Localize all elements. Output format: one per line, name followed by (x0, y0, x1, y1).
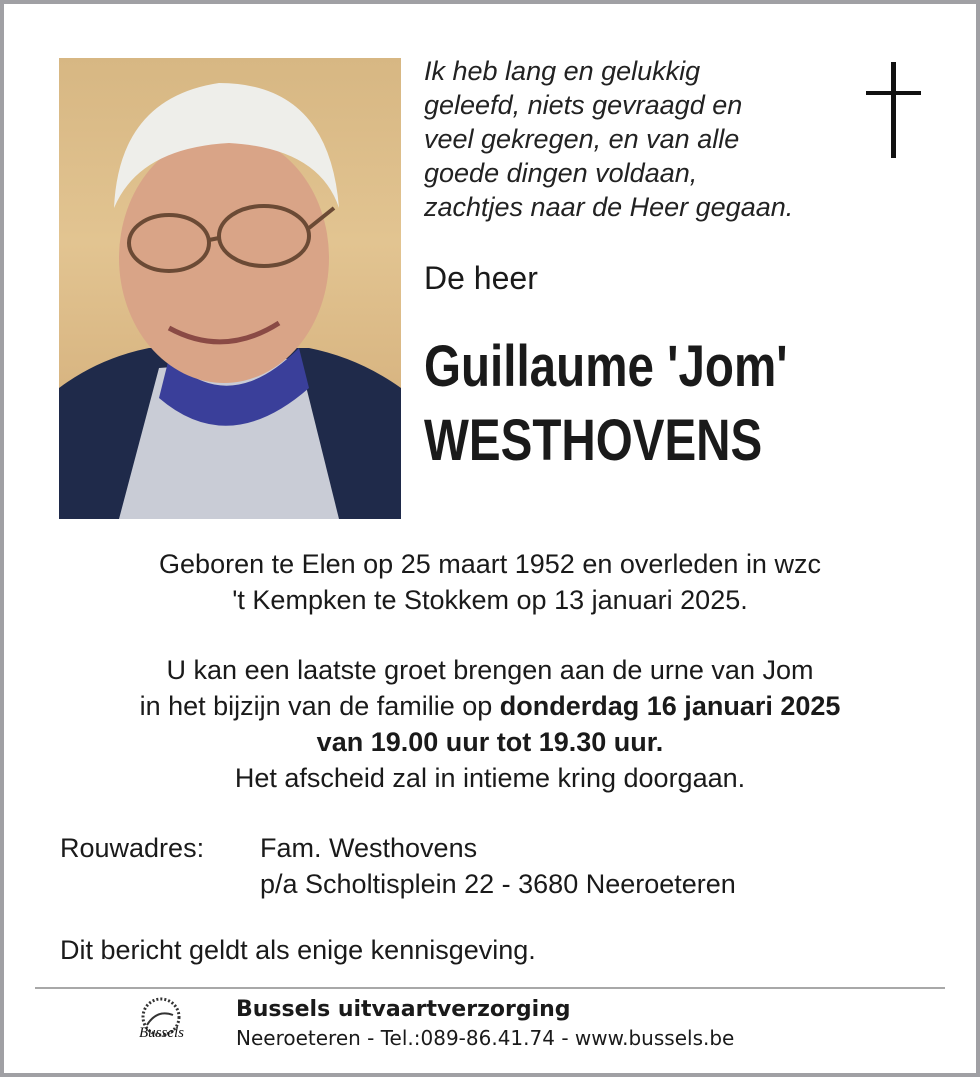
birth-death-info (0, 546, 980, 618)
poem-line: goede dingen voldaan, (424, 158, 698, 188)
poem (424, 54, 793, 224)
poem-line: zachtjes naar de Heer gegaan. (424, 192, 794, 222)
address-line-2: p/a Scholtisplein 22 - 3680 Neeroeteren (260, 869, 736, 899)
cross-icon (866, 62, 921, 158)
farewell-line-2 (0, 688, 980, 724)
address-value (260, 830, 736, 902)
funeral-home (236, 996, 734, 1052)
birth-line: Geboren te Elen op 25 maart 1952 en overleden in wzc (159, 549, 821, 579)
birth-line: 't Kempken te Stokkem op 13 januari 2025. (232, 585, 748, 615)
address-label: Rouwadres: (60, 833, 205, 863)
honorific: De heer (424, 260, 538, 296)
address-line-1: Fam. Westhovens (260, 833, 478, 863)
poem-line: veel gekregen, en van alle (424, 124, 740, 154)
farewell-prefix: in het bijzijn van de familie op (139, 691, 500, 721)
svg-text:Bussels: Bussels (139, 1025, 184, 1041)
farewell-time: van 19.00 uur tot 19.30 uur. (316, 727, 664, 757)
portrait-photo (59, 58, 401, 519)
farewell-date: donderdag 16 januari 2025 (499, 691, 841, 721)
farewell-info (0, 652, 980, 796)
deceased-name (424, 330, 788, 478)
funeral-home-name: Bussels uitvaartverzorging (236, 997, 571, 1022)
name-line-2: WESTHOVENS (424, 408, 763, 473)
name-line-1: Guillaume 'Jom' (424, 334, 788, 399)
farewell-line-1: U kan een laatste groet brengen aan de urne van Jom (166, 655, 814, 685)
funeral-home-contact: Neeroeteren - Tel.:089-86.41.74 - www.bussels.be (236, 1026, 735, 1050)
poem-line: Ik heb lang en gelukkig (424, 56, 701, 86)
bussels-logo (133, 995, 193, 1051)
poem-line: geleefd, niets gevraagd en (424, 90, 743, 120)
notice-text: Dit bericht geldt als enige kennisgeving. (60, 935, 536, 965)
footer-divider (35, 987, 945, 989)
farewell-line-4: Het afscheid zal in intieme kring doorgaan. (234, 763, 746, 793)
